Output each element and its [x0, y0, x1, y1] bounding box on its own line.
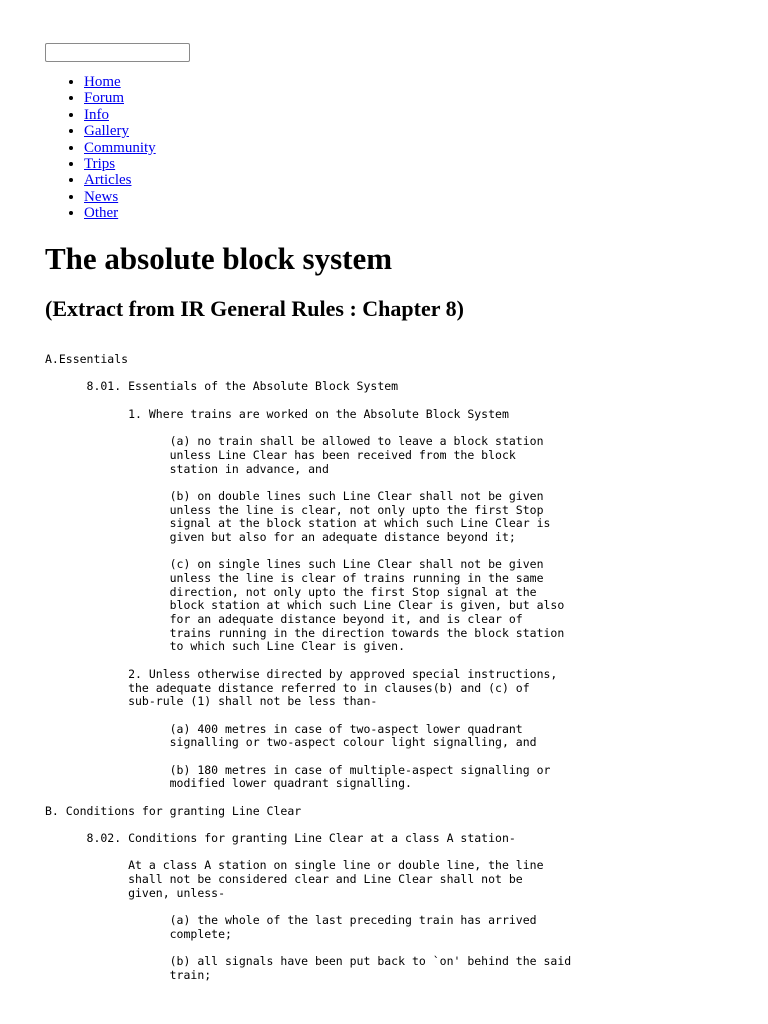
nav-link-community[interactable]: Community	[84, 139, 156, 156]
rule-line	[45, 421, 571, 435]
rule-line: direction, not only upto the first Stop signal at the	[45, 584, 537, 599]
nav-item-home	[84, 74, 156, 90]
rules-text	[45, 353, 571, 983]
rule-line: the adequate distance referred to in clauses(b) and (c) of	[45, 680, 530, 695]
rule-line: unless the line is clear of trains running in the same	[45, 571, 544, 585]
nav-link-home[interactable]: Home	[84, 74, 121, 90]
rule-line: unless Line Clear has been received from the block	[45, 447, 516, 462]
nav-item-news	[84, 189, 156, 205]
nav-link-other[interactable]: Other	[84, 205, 119, 222]
rule-line: unless the line is clear, not only upto the first Stop	[45, 502, 544, 517]
rule-line: modified lower quadrant signalling.	[45, 776, 412, 791]
rule-line: complete;	[45, 926, 232, 941]
nav-item-articles	[84, 172, 156, 188]
rule-line: block station at which such Line Clear is given, but also	[45, 598, 565, 613]
rule-line	[45, 791, 571, 805]
rule-line: (a) 400 metres in case of two-aspect lower quadrant	[45, 721, 523, 736]
nav-link-forum[interactable]: Forum	[84, 90, 125, 107]
rule-line: shall not be considered clear and Line Clear shall not be	[45, 872, 523, 887]
rule-line	[45, 709, 571, 723]
rule-line	[45, 818, 571, 832]
rule-line	[45, 846, 571, 860]
rule-line: (b) on double lines such Line Clear shall not be given	[45, 488, 544, 503]
nav-item-community	[84, 140, 156, 156]
rule-line: B. Conditions for granting Line Clear	[45, 803, 302, 818]
rule-line: A.Essentials	[45, 352, 129, 366]
rule-line	[45, 476, 571, 490]
rule-line: At a class A station on single line or double line, the line	[45, 858, 544, 873]
rule-line: 1. Where trains are worked on the Absolute Block System	[45, 406, 509, 421]
main-nav	[45, 74, 156, 222]
search-input[interactable]	[45, 43, 190, 62]
rule-line: station in advance, and	[45, 461, 329, 476]
rule-line: to which such Line Clear is given.	[45, 639, 406, 654]
nav-item-forum	[84, 90, 156, 106]
rule-line: 2. Unless otherwise directed by approved special instructions,	[45, 666, 558, 681]
nav-item-info	[84, 107, 156, 123]
rule-line: train;	[45, 967, 212, 982]
rule-line: trains running in the direction towards the block station	[45, 625, 565, 640]
nav-link-gallery[interactable]: Gallery	[84, 123, 129, 140]
rule-line: signal at the block station at which such Line Clear is	[45, 516, 551, 531]
rule-line: 8.01. Essentials of the Absolute Block System	[45, 379, 399, 394]
rule-line	[45, 654, 571, 668]
nav-link-info[interactable]: Info	[84, 106, 109, 123]
nav-item-gallery	[84, 123, 156, 139]
rule-line	[45, 901, 571, 915]
rule-line: (a) no train shall be allowed to leave a block station	[45, 434, 544, 449]
rule-line: given, unless-	[45, 885, 226, 900]
nav-link-trips[interactable]: Trips	[84, 156, 116, 173]
page-title: The absolute block system	[45, 241, 393, 276]
rule-line: for an adequate distance beyond it, and is clear of	[45, 612, 523, 627]
nav-link-news[interactable]: News	[84, 188, 119, 205]
rule-line: (a) the whole of the last preceding train has arrived	[45, 913, 537, 928]
rule-line: (b) all signals have been put back to `on' behind the said	[45, 954, 572, 969]
page-subtitle: (Extract from IR General Rules : Chapter 8)	[45, 296, 464, 321]
rule-line	[45, 367, 571, 381]
nav-link-articles[interactable]: Articles	[84, 172, 132, 189]
rule-line	[45, 545, 571, 559]
nav-item-trips	[84, 156, 156, 172]
nav-item-other	[84, 205, 156, 221]
rule-line: (b) 180 metres in case of multiple-aspect signalling or	[45, 762, 551, 777]
rule-line: 8.02. Conditions for granting Line Clear at a class A station-	[45, 831, 516, 846]
rule-line: (c) on single lines such Line Clear shall not be given	[45, 557, 544, 572]
rule-line	[45, 394, 571, 408]
rule-line	[45, 750, 571, 764]
rule-line: sub-rule (1) shall not be less than-	[45, 694, 378, 709]
rule-line: signalling or two-aspect colour light signalling, and	[45, 735, 537, 750]
rule-line: given but also for an adequate distance beyond it;	[45, 529, 516, 544]
rule-line	[45, 942, 571, 956]
